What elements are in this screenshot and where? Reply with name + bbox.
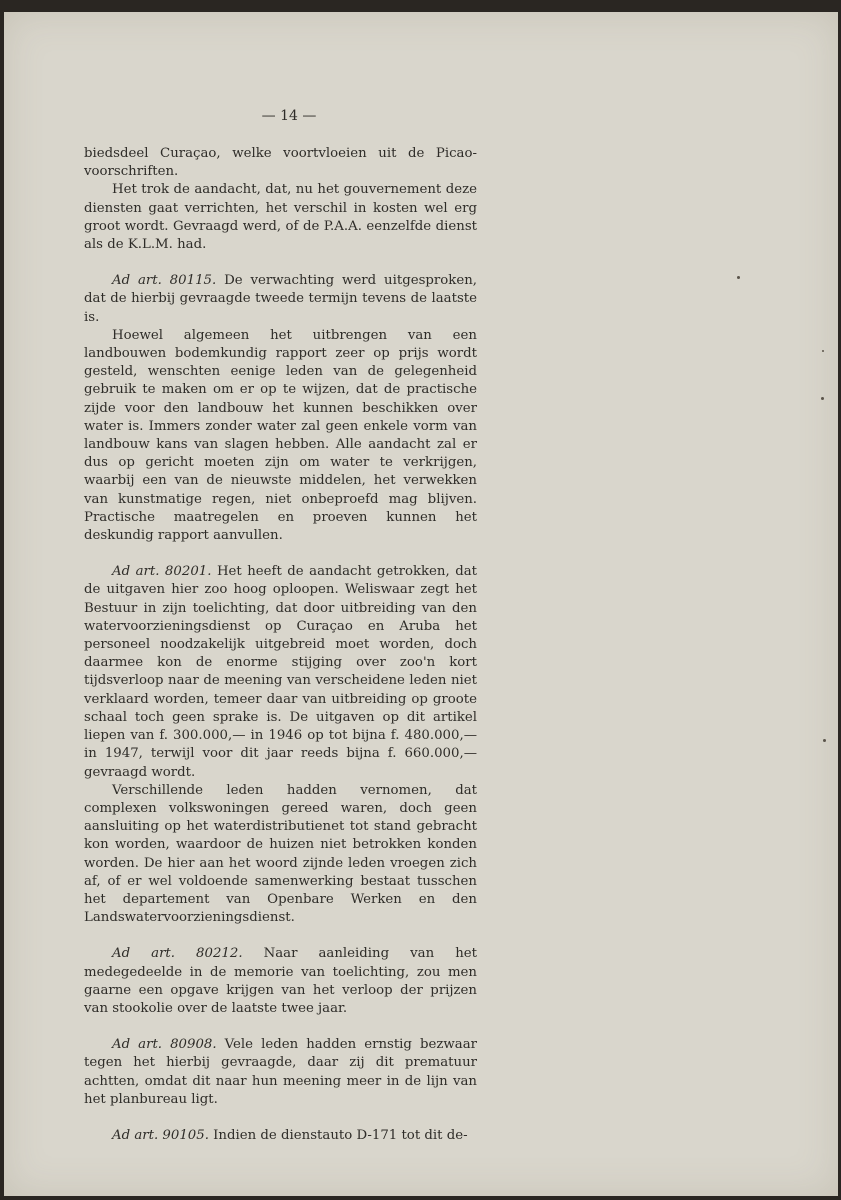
paragraph-4-text: Hoewel algemeen het uitbrengen van een landbouwen bodemkundig rapport zeer op prijs wordt gesteld, wenschten eenige leden van de gelegenheid gebruik te maken om er op te wijzen, dat de practische zijde voor den landbouw het kunnen beschikken over water is. Immers zonder water zal geen enkele vorm van landbouw kans van slagen hebben. Alle aandacht zal er dus op gericht moeten zijn om water te verkrijgen, waarbij een van de nieuwste middelen, het verwekken van kunstmatige regen, niet onbeproefd mag blijven. Practische maatregelen en proeven kunnen het deskundig rapport aanvullen. xyxy=(84,327,477,544)
paragraph-5 xyxy=(84,563,477,781)
paragraph-4 xyxy=(84,327,477,545)
paragraph-2 xyxy=(84,181,477,254)
paper-speck xyxy=(737,276,740,279)
paragraph-8 xyxy=(84,1036,477,1109)
paragraph-3-text: De verwachting werd uitgesproken, dat de hierbij gevraagde tweede termijn tevens de laatste is. xyxy=(84,273,477,325)
paragraph-1-text: biedsdeel Curaçao, welke voortvloeien uit de Picao-voorschriften. xyxy=(84,146,477,180)
paragraph-6 xyxy=(84,782,477,928)
document-page xyxy=(4,12,838,1196)
paper-speck xyxy=(822,350,824,352)
article-ref: Ad art. 80201. xyxy=(112,564,212,580)
paragraph-1 xyxy=(84,145,477,181)
article-ref: Ad art. 80908. xyxy=(112,1037,217,1053)
paragraph-6-text: Verschillende leden hadden vernomen, dat complexen volkswoningen gereed waren, doch geen aansluiting op het waterdistributienet tot stand gebracht kon worden, waardoor de huizen niet betrokken konden worden. De hier aan het woord zijnde leden vroegen zich af, of er wel voldoende samenwerking bestaat tusschen het departement van Openbare Werken en den Landswatervoorzieningsdienst. xyxy=(84,782,477,926)
paragraph-8-text: Vele leden hadden ernstig bezwaar tegen het hierbij gevraagde, daar zij dit prematuur achtten, omdat dit naar hun meening meer in de lijn van het planbureau ligt. xyxy=(84,1037,477,1107)
page-number: — 14 — xyxy=(261,108,317,124)
article-ref: Ad art. 90105. xyxy=(112,1127,209,1143)
paper-speck xyxy=(823,739,826,742)
article-ref: Ad art. 80212. xyxy=(112,946,243,962)
paragraph-3 xyxy=(84,272,477,327)
paragraph-9 xyxy=(84,1127,477,1145)
paragraph-7 xyxy=(84,945,477,1018)
paragraph-2-text: Het trok de aandacht, dat, nu het gouvernement deze diensten gaat verrichten, het verschil in kosten wel erg groot wordt. Gevraagd werd, of de P.A.A. eenzelfde dienst als de K.L.M. had. xyxy=(84,182,477,253)
body-text xyxy=(84,145,477,1145)
paragraph-7-text: Naar aanleiding van het medegedeelde in de memorie van toelichting, zou men gaarne een opgave krijgen van het verloop der prijzen van stookolie over de laatste twee jaar. xyxy=(84,946,477,1016)
paragraph-5-text: Het heeft de aandacht getrokken, dat de uitgaven hier zoo hoog oploopen. Weliswaar zegt het Bestuur in zijn toelichting, dat door uitbreiding van den watervoorzieningsdienst op Curaçao en Aruba het personeel noodzakelijk uitgebreid moet worden, doch daarmee kon de enorme stijging over zoo'n kort tijdsverloop naar de meening van verscheidene leden niet verklaard worden, temeer daar van uitbreiding op groote schaal toch geen sprake is. De uitgaven op dit artikel liepen van f. 300.000,— in 1946 op tot bijna f. 480.000,— in 1947, terwijl voor dit jaar reeds bijna f. 660.000,— gevraagd wordt. xyxy=(84,564,477,780)
paragraph-9-text: Indien de dienstauto D-171 tot dit de- xyxy=(208,1127,468,1143)
paper-speck xyxy=(821,397,824,400)
article-ref: Ad art. 80115. xyxy=(112,273,217,289)
